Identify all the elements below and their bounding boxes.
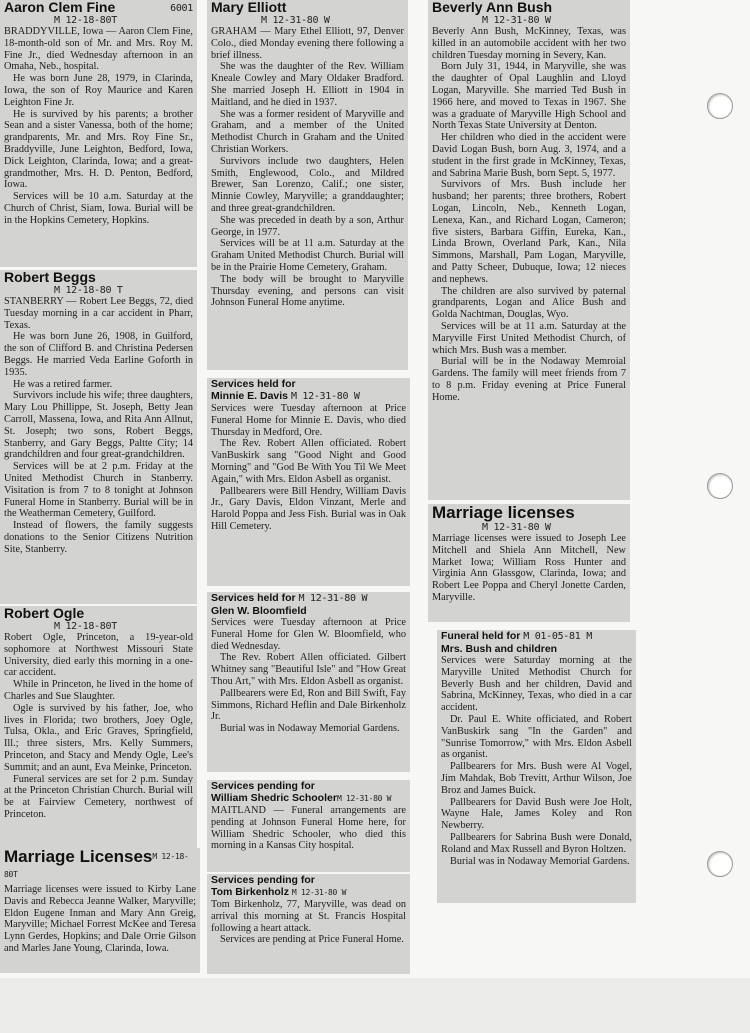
paragraph: The Rev. Robert Allen officiated. Gilbert Whitney sang "Beautiful Isle" and "How Great Thou Art," with Mrs. Eldon Asbell as organist. [211,652,406,687]
marriage-licenses-december-18 [0,848,200,973]
handwritten-date: M 12-18-80T [54,15,117,26]
services-glen-bloomfield [207,592,410,772]
services-william-schooler [207,780,410,872]
paragraph: Instead of flowers, the family suggests donations to the Senior Citizens Nutrition Site, Stanberry. [4,520,193,555]
paragraph: The Rev. Robert Allen officiated. Robert VanBuskirk sang "Good Night and Good Morning" and "God Be With You Til We Meet Again," with Mrs. Eldon Asbell as organist. [211,438,406,485]
paragraph: Robert Ogle, Princeton, a 19-year-old sophomore at Northwest Missouri State University, died early this morning in a one-car accident. [4,632,193,679]
obituary-robert-ogle [0,606,197,850]
paragraph: GRAHAM — Mary Ethel Elliott, 97, Denver Colo., died Monday evening there following a brief illness. [211,26,404,61]
paragraph: She was preceded in death by a son, Arthur George, in 1977. [211,214,404,238]
paragraph: Her children who died in the accident were David Logan Bush, born Aug. 3, 1974, and a student in the first grade in McKinney, Texas, and Sabrina Marie Bush, born Sept. 5, 1977. [432,132,626,179]
paragraph: Burial was in Nodaway Memorial Gardens. [220,723,400,735]
paragraph: She was the daughter of the Rev. William Kneale Cowley and Mary Oldaker Bradford. She married Joseph H. Elliott in 1904 in Maitland, and he died in 1937. [211,61,404,108]
paragraph: He is survived by his parents; a brother Sean and a sister Vanessa, both of the home; grandparents, Mr. and Mrs. Roy Fine Sr., Braddyville, June Leighton, Bedford, Iowa, Dick Leighton, Clarinda, Iowa; and a great-grandmother, Mrs. H. D. Penton, Bedford, Iowa. [4,108,193,191]
paragraph: Burial will be in the Nodaway Memroial Gardens. The family will meet friends from 7 to 8 p.m. Friday evening at Price Funeral Home. [432,356,626,403]
services-tom-birkenholz [207,874,410,974]
kicker: Services held for [211,378,296,390]
paragraph: Services were Tuesday afternoon at Price Funeral Home for Glen W. Bloomfield, who died Wednesday. [211,617,406,652]
paragraph: Burial was in Nodaway Memorial Gardens. [450,855,630,867]
paragraph: She was a former resident of Maryville and Graham, and a member of the United Methodist Church in Graham and the United Christian Workers. [211,108,404,155]
kicker: Services pending for [211,874,315,886]
paragraph: Pallbearers were Bill Hendry, William Davis Jr., Gary Davis, Eldon Vinzant, Merle and Harold Poppa and Jess Fish. Burial was in Oak Hill Cemetery. [211,485,406,532]
paragraph: Tom Birkenholz, 77, Maryville, was dead on arrival this morning at St. Francis Hospital following a heart attack. [211,899,406,934]
paragraph: Services were Saturday morning at the Maryville United Methodist Church for Beverly Bush and her children, David and Sabrina, McKinney, Texas, who died in a car accident. [441,655,632,714]
kicker: Services pending for [211,780,315,792]
paragraph: Services are pending at Price Funeral Home. [220,934,404,946]
paragraph: Pallbearers for David Bush were Joe Holt, Wayne Hale, James Koley and Ron Newberry. [441,796,632,832]
headline: Minnie E. Davis M 12-31-80 W [211,390,360,402]
paragraph: STANBERRY — Robert Lee Beggs, 72, died Tuesday morning in a car accident in Pharr, Texas. [4,296,193,331]
paragraph: He was born June 28, 1979, in Clarinda, Iowa, the son of Roy Maurice and Karen Leighton Fine Jr. [4,73,193,108]
paragraph: Services will be at 11 a.m. Saturday at the Graham United Methodist Church. Burial will be in the Prairie Home Cemetery, Graham. [211,238,404,273]
headline: Marriage Licenses$^{M 12-18-80T}$ [4,848,189,879]
headline: Marriage licenses [432,504,575,522]
handwritten-date: M 12-31-80 W [482,15,551,26]
kicker: Funeral held for M 01-05-81 M [441,630,592,642]
obituary-mary-elliott [207,0,408,370]
paragraph: Born July 31, 1944, in Maryville, she was the daughter of Opal Laughlin and Lloyd Logan, Maryville. She married Ted Bush in 1966 here, and moved to Texas in 1967. She was a graduate of Maryville High School and North Texas State University at Denton. [432,61,626,132]
article-body [211,26,404,309]
paragraph: He was a retired farmer. [13,378,113,390]
article-body [441,655,632,867]
headline: Aaron Clem Fine 6001 [4,0,193,15]
obituary-beverly-ann-bush [428,0,630,500]
paragraph: Services will be at 11 a.m. Saturday at the Maryville First United Methodist Church, of which Mrs. Bush was a member. [432,320,626,356]
page-margin [0,978,750,1033]
paragraph: Marriage licenses were issued to Joseph Lee Mitchell and Shiela Ann Mitchell, New Market Iowa; William Ross Hunter and Virginia Ann Glassgow, Clarinda, Iowa; and Robert Lee Poppa and Cheryl Jonette Carden, Maryville. [432,533,626,603]
article-body [211,403,406,533]
article-body [211,899,406,946]
handwritten-date: M 12-18-80T [54,621,117,632]
handwritten-date: M 12-31-80 W [290,391,360,402]
paragraph: While in Princeton, he lived in the home of Charles and Sue Slaughter. [4,679,193,702]
article-body [4,26,193,227]
paragraph: Marriage licenses were issued to Kirby Lane Davis and Rebecca Jeanne Walker, Maryville; Eldon Eugene Inman and Mary Ann Greig, Maryville; Michael Forrest McKee and Teresa Lynn Gerdes, Hopkins; and Dale Orrie Gilson and Marles Jane Young, Clarinda, Iowa. [4,884,196,954]
paragraph: He was born June 26, 1908, in Guilford, the son of Clifford B. and Christina Pedersen Beggs. He married Veda Earline Goforth in 1935. [4,331,193,378]
article-body [432,26,626,404]
paragraph: Services were Tuesday afternoon at Price Funeral Home for Minnie E. Davis, who died Thursday in Medford, Ore. [211,403,406,438]
paragraph: Services will be at 2 p.m. Friday at the United Methodist Church in Stanberry. Visitation is from 7 to 8 tonight at Johnson Funeral Home in Stanberry. Burial will be in the Weatherman Cemetery, Guilford. [4,461,193,520]
headline: Robert Ogle [4,606,85,621]
paragraph: The children are also survived by paternal grandparents, Logan and Alice Bush and Golda Nachtman, Douglas, Wyo. [432,285,626,321]
handwritten-date: M 01-05-81 M [523,631,592,642]
paragraph: Funeral services are set for 2 p.m. Sunday at the Princeton Christian Church. Burial will be at Fairview Cemetery, northwest of Princeton. [4,773,193,820]
paragraph: Pallbearers for Sabrina Bush were Donald, Roland and Max Russell and Byron Holtzen. [441,831,632,855]
article-body [4,632,193,821]
handwritten-date: M 12-31-80 W [482,522,551,533]
article-body [4,884,196,955]
paragraph: MAITLAND — Funeral arrangements are pending at Johnson Funeral Home here, for William Shedric Schooler, who died this morning in a Kansas City hospital. [211,805,406,852]
handwritten-date: M 12-18-80 T [54,285,123,296]
paragraph: Services will be 10 a.m. Saturday at the Church of Christ, Siam, Iowa. Burial will be in the Hopkins Cemetery, Hopkins. [4,191,193,226]
paragraph: Survivors include two daughters, Helen Smith, Englewood, Colo., and Mildred Brewer, San Lorenzo, Calif.; one sister, Minnie Cowley, Maryville; a granddaughter; and three great-grandchildren. [211,155,404,214]
obituary-aaron-clem-fine [0,0,197,267]
paragraph: Pallbearers for Mrs. Bush were Al Vogel, Jim Mahdak, Bob Trevitt, Arthur Wilson, Joe Broz and James Buick. [441,761,632,796]
paragraph: Ogle is survived by his father, Joe, who lives in Florida; two brothers, Joey Ogle, Tulsa, Okla., and Eric Graves, Springfield, Ill.; three sisters, Mrs. Kelly Summers, Princeton, and Stacy and Mendy Ogle, Lee's Summit; and an aunt, Eva Meinke, Princeton. [4,702,193,773]
article-body [4,296,193,556]
handwritten-date: M 12-31-80 W [261,15,330,26]
handwritten-date: M 12-31-80 W [291,888,347,897]
headline: Mary Elliott [211,0,287,15]
handwritten-date: M 12-31-80 W [336,794,392,803]
handwritten-date: M 12-18-80T [4,852,189,879]
punch-hole-middle [707,473,733,499]
headline: Robert Beggs [4,270,96,285]
paragraph: Beverly Ann Bush, McKinney, Texas, was killed in an automobile accident with her two children Tuesday morning in Severy, Kan. [432,26,626,61]
paragraph: Pallbearers were Ed, Ron and Bill Swift, Fay Simmons, Richard Heflin and Dale Birkenholz Jr. [211,687,406,723]
punch-hole-bottom [707,851,733,877]
paragraph: Dr. Paul E. White officiated, and Robert VanBuskirk sang "In the Garden" and "Sunrise Tomorrow," with Mrs. Eldon Asbell as organist. [441,713,632,761]
punch-hole-top [707,93,733,119]
marriage-licenses-december-31 [428,504,630,622]
article-body [432,533,626,604]
paragraph: The body will be brought to Maryville Thursday evening, and persons can visit Johnson Funeral Home anytime. [211,273,404,309]
obituary-robert-beggs [0,270,197,604]
article-body [211,617,406,735]
paragraph: BRADDYVILLE, Iowa — Aaron Clem Fine, 18-month-old son of Mr. and Mrs. Roy M. Fine Jr., died Wednesday afternoon in an Omaha, Neb., hospital. [4,26,193,73]
article-body [211,805,406,852]
paragraph: Survivors of Mrs. Bush include her husband; her parents; three brothers, Robert Logan, Lincoln, Neb., Kenneth Logan, Lenexa, Kan., and Richard Logan, Cameron; five sisters, Barbara Giffin, Eureka, Kan., Linda Brown, Overland Park, Kan., Nila Simmons, Marshall, Pam Logan, Maryville, and Patty Scheer, Dubuque, Iowa; 12 nieces and nephews. [432,179,626,285]
kicker: Services held for M 12-31-80 W [211,592,368,604]
headline: Beverly Ann Bush [432,0,553,15]
headline: Glen W. Bloomfield [211,605,307,617]
headline: Mrs. Bush and children [441,643,558,655]
paragraph: Survivors include his wife; three daughters, Mary Lou Phillippe, St. Joseph, Betty Jean Carroll, Massena, Iowa, and Rita Ann Allnut, St. Joseph; two sons, Robert Beggs, Stanberry, and Gary Beggs, Paltte City; 14 grandchildren and four great-grandchildren. [4,390,193,461]
handwritten-date: M 12-31-80 W [298,593,368,604]
funeral-mrs-bush-and-children [437,630,636,903]
handwritten-corner-note: 6001 [170,3,193,14]
services-minnie-davis [207,378,410,586]
headline: Tom Birkenholz M 12-31-80 W [211,886,347,898]
headline: William Shedric SchoolerM 12-31-80 W [211,792,392,804]
